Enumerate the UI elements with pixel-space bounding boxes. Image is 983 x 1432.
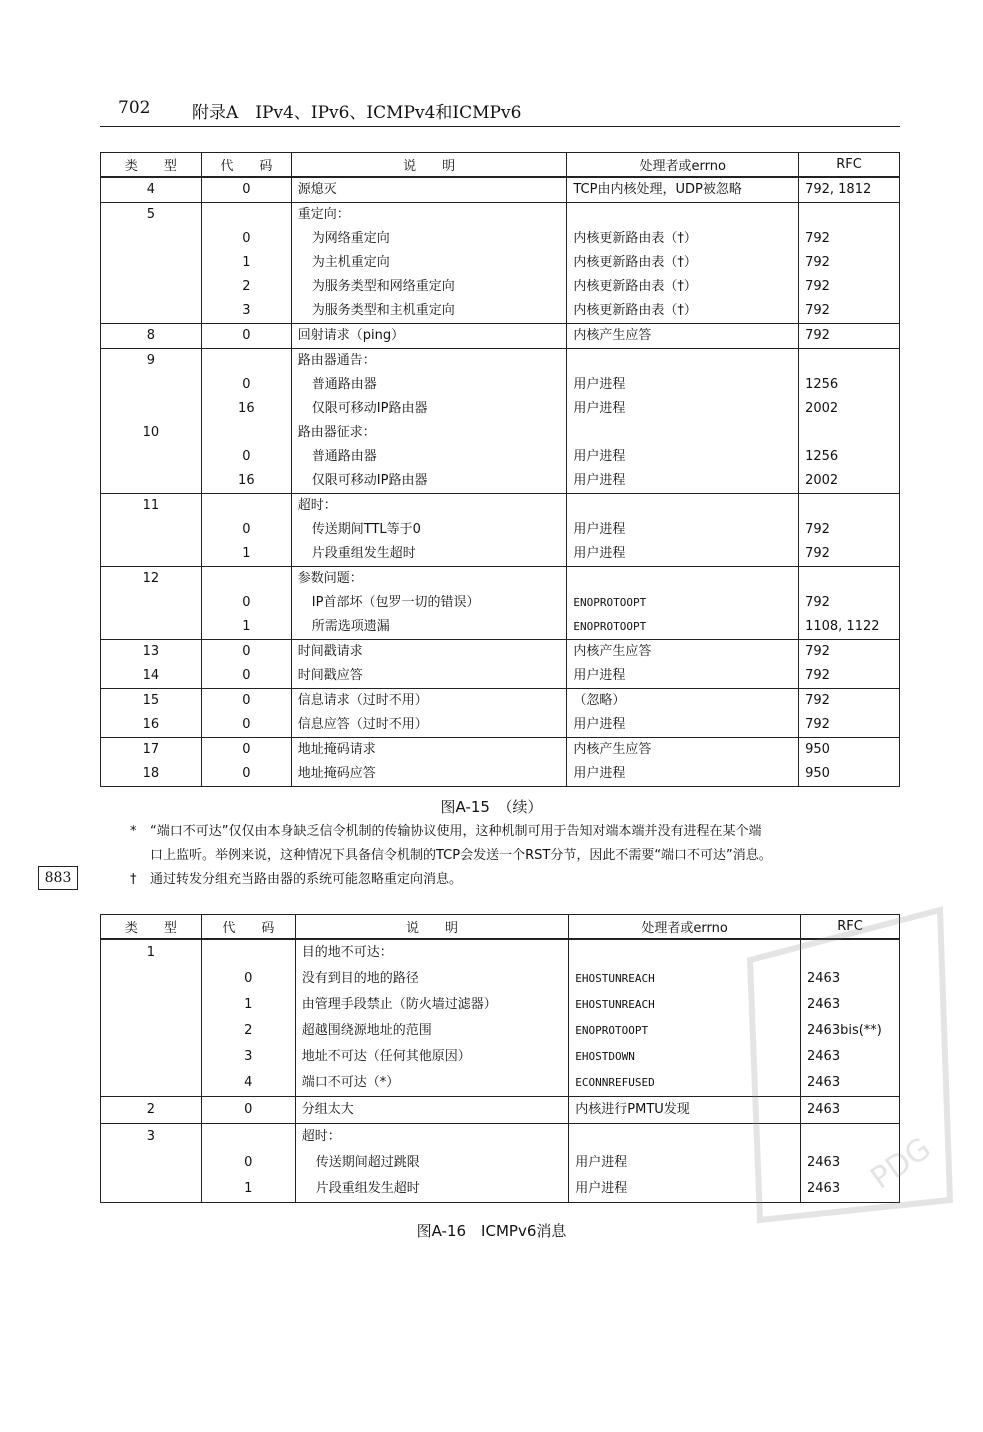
cell-description: IP首部坏（包罗一切的错误） [291, 591, 567, 615]
table-row [101, 469, 900, 494]
cell-rfc: 792 [799, 299, 900, 324]
cell-code: 0 [201, 966, 295, 992]
cell-rfc: 792 [799, 591, 900, 615]
cell-type [101, 397, 202, 421]
page-header [100, 96, 900, 127]
cell-description: 为服务类型和网络重定向 [291, 275, 567, 299]
cell-rfc: 792, 1812 [799, 177, 900, 203]
cell-type: 16 [101, 713, 202, 738]
cell-handler: ECONNREFUSED [569, 1070, 801, 1097]
cell-code: 1 [201, 251, 291, 275]
table-row [101, 397, 900, 421]
cell-rfc: 792 [799, 324, 900, 349]
cell-description: 重定向： [291, 203, 567, 228]
cell-type: 3 [101, 1124, 202, 1151]
col-handler: 处理者或errno [567, 153, 799, 178]
cell-handler: 用户进程 [569, 1150, 801, 1176]
cell-code: 16 [201, 397, 291, 421]
cell-type: 5 [101, 203, 202, 228]
table-row [101, 615, 900, 640]
cell-handler: ENOPROTOOPT [567, 615, 799, 640]
cell-handler: 用户进程 [567, 518, 799, 542]
cell-handler: 用户进程 [569, 1176, 801, 1203]
col-code: 代 码 [201, 915, 295, 940]
table-row [101, 251, 900, 275]
table-row [101, 349, 900, 374]
cell-code: 0 [201, 640, 291, 665]
table-row [101, 567, 900, 592]
cell-description: 路由器通告： [291, 349, 567, 374]
cell-handler: 用户进程 [567, 542, 799, 567]
cell-handler: 内核产生应答 [567, 324, 799, 349]
cell-description: 仅限可移动IP路由器 [291, 397, 567, 421]
cell-rfc [799, 203, 900, 228]
cell-handler [567, 567, 799, 592]
cell-rfc: 950 [799, 738, 900, 763]
cell-description: 路由器征求： [291, 421, 567, 445]
cell-rfc: 792 [799, 689, 900, 714]
cell-code [201, 494, 291, 519]
table-row [101, 177, 900, 203]
cell-handler: 用户进程 [567, 664, 799, 689]
cell-description: 由管理手段禁止（防火墙过滤器） [295, 992, 569, 1018]
cell-handler: ENOPROTOOPT [569, 1018, 801, 1044]
cell-code: 1 [201, 615, 291, 640]
table-header-row [101, 153, 900, 178]
cell-type [101, 518, 202, 542]
cell-description: 参数问题： [291, 567, 567, 592]
col-description: 说 明 [295, 915, 569, 940]
table-a15-body [101, 177, 900, 787]
cell-rfc: 792 [799, 640, 900, 665]
table-row [101, 275, 900, 299]
cell-handler: 用户进程 [567, 713, 799, 738]
cell-rfc: 2002 [799, 469, 900, 494]
cell-code: 0 [201, 664, 291, 689]
cell-rfc: 2002 [799, 397, 900, 421]
figure-caption-a15: 图A-15 （续） [440, 798, 543, 816]
page-number: 702 [118, 98, 151, 118]
cell-type: 2 [101, 1097, 202, 1124]
cell-description: 没有到目的地的路径 [295, 966, 569, 992]
cell-handler: 内核进行PMTU发现 [569, 1097, 801, 1124]
cell-handler: 用户进程 [567, 469, 799, 494]
cell-rfc: 792 [799, 227, 900, 251]
table-row [101, 542, 900, 567]
cell-description: 仅限可移动IP路由器 [291, 469, 567, 494]
cell-type: 15 [101, 689, 202, 714]
table-row [101, 762, 900, 787]
cell-type: 18 [101, 762, 202, 787]
cell-type [101, 1176, 202, 1203]
cell-type [101, 1044, 202, 1070]
cell-code: 0 [201, 738, 291, 763]
cell-rfc: 1256 [799, 373, 900, 397]
cell-code: 0 [201, 445, 291, 469]
cell-type [101, 1150, 202, 1176]
cell-type: 1 [101, 939, 202, 966]
col-type: 类 型 [101, 153, 202, 178]
watermark-seal [730, 900, 960, 1230]
cell-handler [567, 421, 799, 445]
cell-type [101, 992, 202, 1018]
cell-handler: EHOSTDOWN [569, 1044, 801, 1070]
cell-type [101, 227, 202, 251]
table-row [101, 227, 900, 251]
cell-type: 9 [101, 349, 202, 374]
cell-handler: 用户进程 [567, 445, 799, 469]
table-row [101, 324, 900, 349]
cell-rfc: 2463 [801, 1097, 900, 1124]
table-row [101, 373, 900, 397]
cell-type [101, 373, 202, 397]
cell-description: 所需选项遗漏 [291, 615, 567, 640]
col-handler: 处理者或errno [569, 915, 801, 940]
cell-code: 0 [201, 227, 291, 251]
side-page-number: 883 [38, 866, 78, 890]
cell-handler: 用户进程 [567, 397, 799, 421]
cell-type: 17 [101, 738, 202, 763]
cell-type [101, 1018, 202, 1044]
cell-description: 为网络重定向 [291, 227, 567, 251]
cell-rfc: 792 [799, 275, 900, 299]
star-mark: * [130, 824, 137, 839]
watermark-label: PDG [864, 1130, 938, 1197]
cell-description: 超时： [291, 494, 567, 519]
cell-rfc [799, 349, 900, 374]
cell-rfc: 792 [799, 664, 900, 689]
col-rfc: RFC [801, 915, 900, 940]
cell-type [101, 275, 202, 299]
cell-rfc: 2463 [801, 966, 900, 992]
cell-description: 为主机重定向 [291, 251, 567, 275]
table-row [101, 494, 900, 519]
cell-type: 10 [101, 421, 202, 445]
cell-description: 普通路由器 [291, 445, 567, 469]
cell-rfc: 2463 [801, 1176, 900, 1203]
cell-type [101, 251, 202, 275]
table-row [101, 518, 900, 542]
footnote-star [130, 820, 905, 844]
cell-description: 传送期间TTL等于0 [291, 518, 567, 542]
cell-handler: 内核产生应答 [567, 640, 799, 665]
figure-caption-a16: 图A-16 ICMPv6消息 [416, 1222, 567, 1240]
cell-description: 信息应答（过时不用） [291, 713, 567, 738]
cell-description: 超时： [295, 1124, 569, 1151]
cell-code: 0 [201, 177, 291, 203]
cell-code: 0 [201, 762, 291, 787]
cell-rfc: 2463bis(**) [801, 1018, 900, 1044]
cell-type [101, 966, 202, 992]
cell-handler [567, 349, 799, 374]
cell-description: 普通路由器 [291, 373, 567, 397]
cell-rfc: 2463 [801, 1044, 900, 1070]
cell-description: 时间戳应答 [291, 664, 567, 689]
cell-code: 2 [201, 275, 291, 299]
table-row [101, 421, 900, 445]
table-row [101, 689, 900, 714]
cell-code: 0 [201, 373, 291, 397]
cell-code: 0 [201, 324, 291, 349]
cell-description: 传送期间超过跳限 [295, 1150, 569, 1176]
cell-type [101, 542, 202, 567]
cell-rfc: 792 [799, 542, 900, 567]
cell-code [201, 203, 291, 228]
cell-code: 4 [201, 1070, 295, 1097]
cell-code [201, 939, 295, 966]
footnote-star-line1: “端口不可达”仅仅由本身缺乏信令机制的传输协议使用，这种机制可用于告知对端本端并没有进程在某个端 [150, 824, 762, 839]
cell-handler [567, 203, 799, 228]
cell-handler: EHOSTUNREACH [569, 992, 801, 1018]
cell-handler: 内核更新路由表（†） [567, 275, 799, 299]
table-row [101, 664, 900, 689]
cell-type [101, 615, 202, 640]
cell-rfc: 2463 [801, 1070, 900, 1097]
cell-handler: ENOPROTOOPT [567, 591, 799, 615]
cell-code: 3 [201, 1044, 295, 1070]
cell-handler: 内核更新路由表（†） [567, 251, 799, 275]
cell-code: 1 [201, 542, 291, 567]
cell-rfc: 792 [799, 251, 900, 275]
cell-handler: 用户进程 [567, 373, 799, 397]
col-description: 说 明 [291, 153, 567, 178]
cell-code: 0 [201, 518, 291, 542]
table-row [101, 203, 900, 228]
col-rfc: RFC [799, 153, 900, 178]
cell-description: 地址掩码应答 [291, 762, 567, 787]
footnote-dagger-line: 通过转发分组充当路由器的系统可能忽略重定向消息。 [150, 872, 463, 887]
cell-type: 11 [101, 494, 202, 519]
cell-code: 2 [201, 1018, 295, 1044]
cell-rfc: 1256 [799, 445, 900, 469]
cell-handler: 内核更新路由表（†） [567, 299, 799, 324]
cell-handler: 内核产生应答 [567, 738, 799, 763]
cell-code [201, 421, 291, 445]
cell-description: 为服务类型和主机重定向 [291, 299, 567, 324]
dagger-mark: † [130, 872, 137, 887]
cell-type: 13 [101, 640, 202, 665]
table-row [101, 445, 900, 469]
cell-rfc [799, 421, 900, 445]
table-row [101, 713, 900, 738]
cell-code: 0 [201, 1150, 295, 1176]
cell-type [101, 299, 202, 324]
cell-rfc [799, 567, 900, 592]
running-title: 附录A IPv4、IPv6、ICMPv4和ICMPv6 [192, 103, 522, 123]
cell-code [201, 567, 291, 592]
cell-description: 地址掩码请求 [291, 738, 567, 763]
cell-rfc [799, 494, 900, 519]
col-type: 类 型 [101, 915, 202, 940]
cell-code: 1 [201, 992, 295, 1018]
cell-description: 分组太大 [295, 1097, 569, 1124]
cell-description: 回射请求（ping） [291, 324, 567, 349]
cell-code: 16 [201, 469, 291, 494]
cell-type [101, 469, 202, 494]
watermark-border [750, 910, 950, 1220]
col-code: 代 码 [201, 153, 291, 178]
cell-description: 地址不可达（任何其他原因） [295, 1044, 569, 1070]
table-row [101, 299, 900, 324]
cell-type: 14 [101, 664, 202, 689]
cell-description: 源熄灭 [291, 177, 567, 203]
cell-description: 片段重组发生超时 [295, 1176, 569, 1203]
cell-handler [567, 494, 799, 519]
cell-code [201, 1124, 295, 1151]
cell-type: 8 [101, 324, 202, 349]
cell-type: 12 [101, 567, 202, 592]
cell-rfc: 950 [799, 762, 900, 787]
cell-description: 片段重组发生超时 [291, 542, 567, 567]
cell-type [101, 591, 202, 615]
cell-description: 信息请求（过时不用） [291, 689, 567, 714]
cell-rfc: 2463 [801, 992, 900, 1018]
cell-type: 4 [101, 177, 202, 203]
cell-code: 0 [201, 713, 291, 738]
cell-handler: 内核更新路由表（†） [567, 227, 799, 251]
cell-handler: 用户进程 [567, 762, 799, 787]
cell-code: 3 [201, 299, 291, 324]
cell-rfc: 792 [799, 713, 900, 738]
cell-code: 0 [201, 591, 291, 615]
cell-handler: EHOSTUNREACH [569, 966, 801, 992]
cell-rfc: 792 [799, 518, 900, 542]
cell-code: 1 [201, 1176, 295, 1203]
cell-description: 时间戳请求 [291, 640, 567, 665]
table-row [101, 640, 900, 665]
cell-handler: （忽略） [567, 689, 799, 714]
footnote-star-line2: 口上监听。举例来说，这种情况下具备信令机制的TCP会发送一个RST分节，因此不需要“端口不可达”消息。 [150, 848, 772, 863]
cell-type [101, 445, 202, 469]
cell-type [101, 1070, 202, 1097]
cell-rfc: 1108, 1122 [799, 615, 900, 640]
cell-description: 端口不可达（*） [295, 1070, 569, 1097]
cell-description: 目的地不可达： [295, 939, 569, 966]
table-a15 [100, 152, 900, 787]
cell-handler: TCP由内核处理，UDP被忽略 [567, 177, 799, 203]
cell-code: 0 [201, 689, 291, 714]
cell-description: 超越围绕源地址的范围 [295, 1018, 569, 1044]
table-row [101, 738, 900, 763]
cell-code: 0 [201, 1097, 295, 1124]
footnotes [130, 820, 905, 892]
footnote-dagger [130, 868, 905, 892]
cell-code [201, 349, 291, 374]
cell-rfc: 2463 [801, 1150, 900, 1176]
table-row [101, 591, 900, 615]
